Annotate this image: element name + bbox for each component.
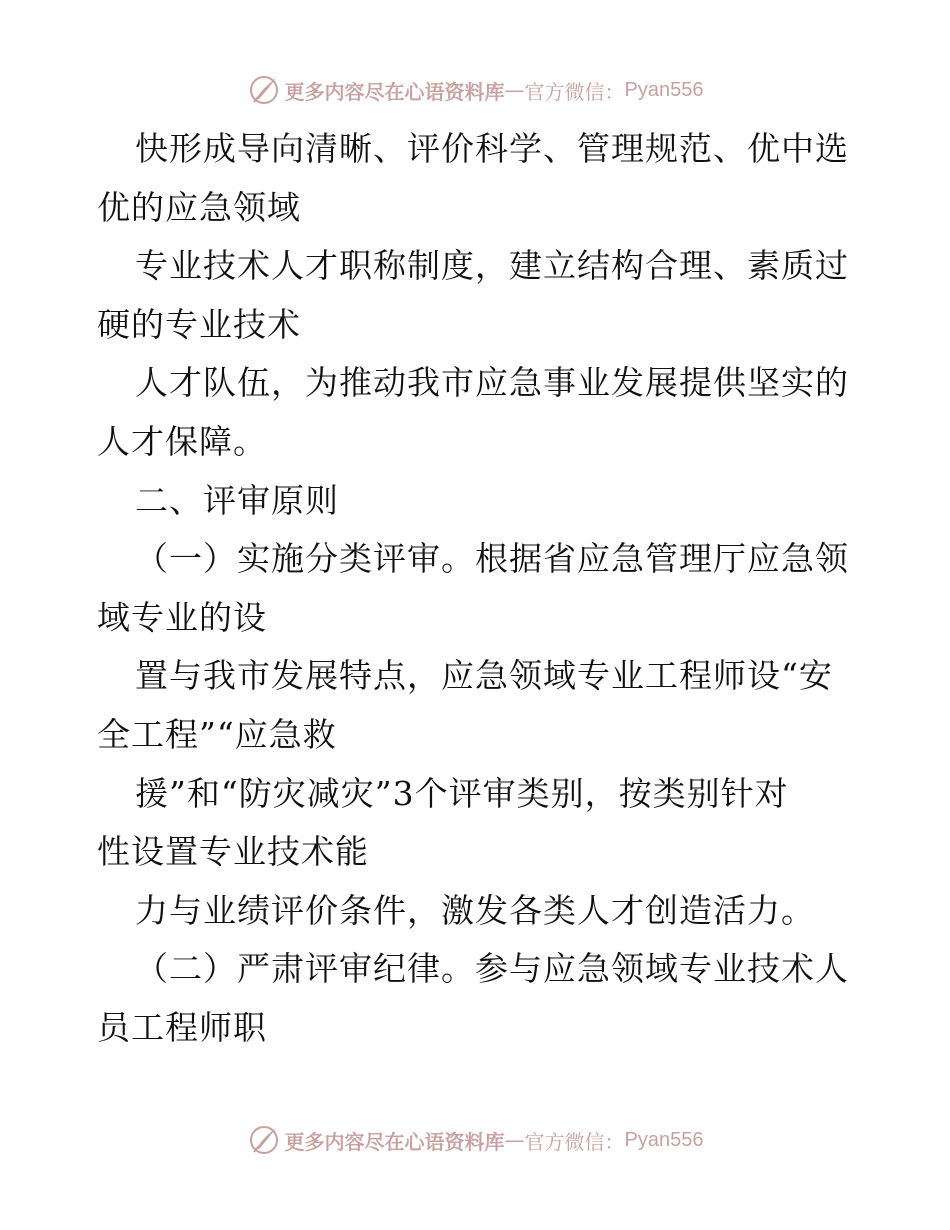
text-line: 援”和“防灾减灾”3个评审类别，按类别针对 — [135, 773, 789, 813]
text-line: 全工程”“应急救 — [97, 714, 337, 754]
watermark-brand-text: 更多内容尽在心语资料库 — [284, 1129, 505, 1154]
text-line: 快形成导向清晰、评价科学、管理规范、优中选 — [135, 129, 849, 168]
watermark-separator: — — [504, 78, 525, 102]
watermark-wechat-id: Pyan556 — [624, 1128, 704, 1151]
watermark-brand-text: 更多内容尽在心语资料库 — [284, 79, 505, 104]
text-line: 性设置专业技术能 — [97, 832, 369, 872]
text-line: 员工程师职 — [97, 1007, 267, 1047]
text-line: 置与我市发展特点，应急领域专业工程师设“安 — [135, 656, 833, 696]
footer-watermark — [0, 1120, 950, 1160]
quill-logo-icon — [247, 1123, 281, 1157]
text-line: （二）严肃评审纪律。参与应急领域专业技术人 — [135, 949, 849, 989]
text-line: 专业技术人才职称制度，建立结构合理、素质过 — [135, 246, 849, 286]
text-line: 人才队伍，为推动我市应急事业发展提供坚实的 — [135, 363, 849, 403]
watermark-wechat-id: Pyan556 — [624, 78, 704, 101]
watermark-wechat-label: 官方微信： — [524, 1129, 625, 1154]
text-line: 硬的专业技术 — [97, 304, 301, 344]
document-body — [97, 120, 857, 1058]
text-line: 力与业绩评价条件，激发各类人才创造活力。 — [135, 890, 815, 930]
quill-logo-icon — [247, 73, 281, 107]
text-line: 人才保障。 — [97, 421, 267, 461]
text-line: 二、评审原则 — [135, 480, 339, 520]
text-line: （一）实施分类评审。根据省应急管理厅应急领 — [135, 539, 849, 579]
watermark-wechat-label: 官方微信： — [524, 79, 625, 104]
header-watermark — [0, 70, 950, 110]
watermark-separator: — — [504, 1128, 525, 1152]
text-line: 优的应急领域 — [97, 187, 301, 227]
text-line: 域专业的设 — [97, 597, 267, 637]
